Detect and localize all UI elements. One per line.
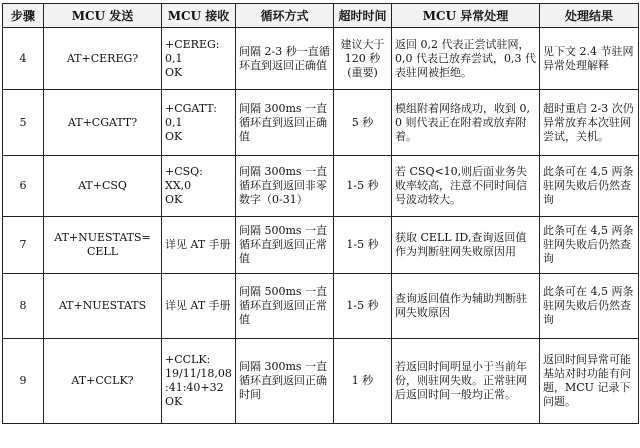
cell-result: 见下文 2.4 节驻网异常处理解释 — [540, 28, 639, 90]
header-mcu-send: MCU 发送 — [44, 4, 162, 28]
cell-timeout: 建议大于 120 秒 (重要) — [334, 28, 392, 90]
table-row — [3, 28, 639, 90]
cell-send: AT+CEREG? — [44, 28, 162, 90]
cell-error: 查询返回值作为辅助判断驻网失败原因 — [392, 274, 540, 339]
at-command-table — [2, 3, 639, 424]
cell-send: AT+CCLK? — [44, 339, 162, 424]
cell-receive: +CCLK: 19/11/18,08 :41:40+32 OK — [162, 339, 236, 424]
cell-timeout: 1-5 秒 — [334, 274, 392, 339]
cell-loop: 间隔 300ms 一直循环直到返回非零数字（0-31） — [236, 156, 334, 217]
cell-loop: 间隔 300ms 一直循环直到返回正确时间 — [236, 339, 334, 424]
cell-error: 若 CSQ<10,则后面业务失败率较高，注意不同时间信号波动较大。 — [392, 156, 540, 217]
cell-step: 7 — [3, 217, 44, 274]
cell-timeout: 1 秒 — [334, 339, 392, 424]
cell-result: 返回时间异常可能基站对时功能有问题，MCU 记录下问题。 — [540, 339, 639, 424]
table-row — [3, 217, 639, 274]
cell-result: 超时重启 2-3 次仍异常放弃本次驻网尝试，关机。 — [540, 90, 639, 156]
table-row — [3, 90, 639, 156]
cell-send: AT+NUESTATS= CELL — [44, 217, 162, 274]
table-row — [3, 339, 639, 424]
cell-result: 此条可在 4,5 两条驻网失败后仍然查询 — [540, 156, 639, 217]
cell-receive: +CEREG: 0,1 OK — [162, 28, 236, 90]
cell-receive: 详见 AT 手册 — [162, 274, 236, 339]
document-table-wrapper — [2, 3, 639, 424]
cell-error: 返回 0,2 代表正尝试驻网，0,0 代表已放弃尝试，0,3 代表驻网被拒绝。 — [392, 28, 540, 90]
header-step: 步骤 — [3, 4, 44, 28]
header-result: 处理结果 — [540, 4, 639, 28]
header-mcu-receive: MCU 接收 — [162, 4, 236, 28]
table-row — [3, 274, 639, 339]
cell-step: 4 — [3, 28, 44, 90]
cell-error: 模组附着网络成功，收到 0,0 则代表正在附着或放弃附着。 — [392, 90, 540, 156]
cell-result: 此条可在 4,5 两条驻网失败后仍然查询 — [540, 217, 639, 274]
cell-loop: 间隔 500ms 一直循环直到返回正常值 — [236, 217, 334, 274]
cell-receive: +CGATT: 0,1 OK — [162, 90, 236, 156]
cell-step: 5 — [3, 90, 44, 156]
cell-send: AT+NUESTATS — [44, 274, 162, 339]
cell-error: 获取 CELL ID,查询返回值作为判断驻网失败原因用 — [392, 217, 540, 274]
cell-loop: 间隔 500ms 一直循环直到返回正常值 — [236, 274, 334, 339]
cell-receive: 详见 AT 手册 — [162, 217, 236, 274]
table-header-row — [3, 4, 639, 28]
cell-step: 9 — [3, 339, 44, 424]
header-loop-mode: 循环方式 — [236, 4, 334, 28]
cell-loop: 间隔 300ms 一直循环直到返回正确值 — [236, 90, 334, 156]
cell-error: 若返回时间明显小于当前年份，则驻网失败。正常驻网后返回时间一般均正常。 — [392, 339, 540, 424]
cell-loop: 间隔 2-3 秒一直循环直到返回正确值 — [236, 28, 334, 90]
cell-send: AT+CGATT? — [44, 90, 162, 156]
cell-timeout: 1-5 秒 — [334, 217, 392, 274]
cell-send: AT+CSQ — [44, 156, 162, 217]
cell-timeout: 1-5 秒 — [334, 156, 392, 217]
header-timeout: 超时时间 — [334, 4, 392, 28]
table-row — [3, 156, 639, 217]
cell-result: 此条可在 4,5 两条驻网失败后仍然查询 — [540, 274, 639, 339]
cell-timeout: 5 秒 — [334, 90, 392, 156]
cell-step: 8 — [3, 274, 44, 339]
header-error-handling: MCU 异常处理 — [392, 4, 540, 28]
cell-step: 6 — [3, 156, 44, 217]
cell-receive: +CSQ: XX,0 OK — [162, 156, 236, 217]
